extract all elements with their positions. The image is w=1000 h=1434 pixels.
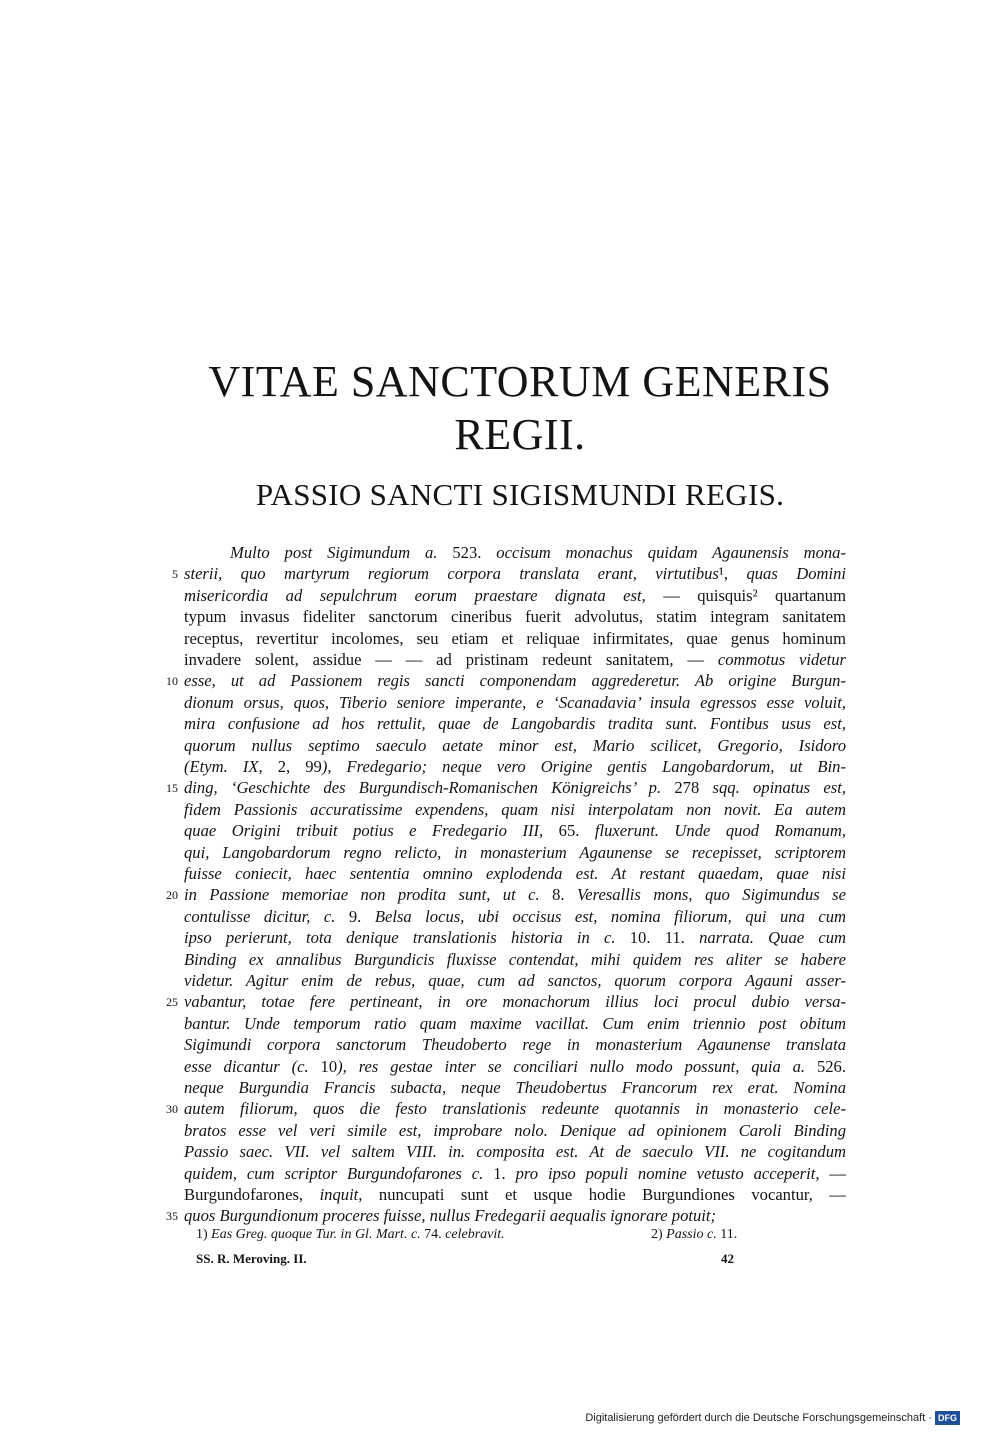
page-title: VITAE SANCTORUM GENERIS REGII. (208, 357, 832, 459)
text-line: vabantur, totae fere pertineant, in ore monachorum illius loci procul dubio versa- (184, 992, 846, 1011)
text-line: quorum nullus septimo saeculo aetate minor est, Mario scilicet, Gregorio, Isidoro (184, 736, 846, 755)
line-number: 5 (172, 567, 178, 581)
text-line: Sigimundi corpora sanctorum Theudoberto rege in monasterium Agaunense translata (184, 1035, 846, 1054)
text-line: esse dicantur (c. 10), res gestae inter se conciliari nullo modo possunt, quia a. 526. (184, 1057, 846, 1076)
footnote-1: 1) Eas Greg. quoque Tur. in Gl. Mart. c. 74. celebravit. (196, 1227, 505, 1242)
text-line: (Etym. IX, 2, 99), Fredegario; neque vero Origine gentis Langobardorum, ut Bin- (184, 757, 847, 776)
line-number: 20 (166, 888, 178, 902)
footnote-2: 2) Passio c. 11. (651, 1227, 738, 1242)
text-line: Multo post Sigimundum a. 523. occisum monachus quidam Agaunensis mona- (230, 543, 846, 562)
text-line: Burgundofarones, inquit, nuncupati sunt et usque hodie Burgundiones vocantur, — (184, 1185, 846, 1204)
text-line: fidem Passionis accuratissime expendens, quam nisi interpolatam non novit. Ea autem (184, 800, 846, 819)
text-line: receptus, revertitur incolomes, seu etiam et reliquae infirmitates, quae genus hominum (184, 629, 846, 648)
text-line: qui, Langobardorum regno relicto, in monasterium Agaunense se recepisset, scriptorem (184, 843, 846, 862)
funding-text: Digitalisierung gefördert durch die Deutsche Forschungsgemeinschaft · (585, 1412, 932, 1424)
line-number: 35 (166, 1209, 178, 1223)
text-line: Passio saec. VII. vel saltem VIII. in. composita est. At de saeculo VII. ne cogitandum (184, 1142, 846, 1161)
text-line: fuisse coniecit, haec sententia omnino explodenda est. At restant quaedam, quae nisi (184, 864, 846, 883)
text-line: in Passione memoriae non prodita sunt, ut c. 8. Veresallis mons, quo Sigimundus se (184, 885, 846, 904)
text-line: ding, ‘Geschichte des Burgundisch-Romanischen Königreichs’ p. 278 sqq. opinatus est, (184, 778, 846, 797)
line-number: 30 (166, 1102, 178, 1116)
text-line: bratos esse vel veri simile est, improbare nolo. Denique ad opinionem Caroli Binding (184, 1121, 846, 1140)
text-line: bantur. Unde temporum ratio quam maxime vacillat. Cum enim triennio post obitum (184, 1014, 846, 1033)
text-line: neque Burgundia Francis subacta, neque Theudobertus Francorum rex erat. Nomina (184, 1078, 846, 1097)
page-number: 42 (721, 1251, 734, 1266)
line-number: 25 (166, 995, 178, 1009)
text-line: quae Origini tribuit potius e Fredegario III, 65. fluxerunt. Unde quod Romanum, (184, 821, 846, 840)
line-number: 15 (166, 781, 178, 795)
text-line: dionum orsus, quos, Tiberio seniore imperante, e ‘Scanadavia’ insula egressos esse voluit, (184, 693, 846, 712)
funding-note (585, 1410, 960, 1426)
text-line: typum invasus fideliter sanctorum cineribus fuerit advolutus, statim integram sanitatem (184, 607, 846, 626)
text-line: ipso perierunt, tota denique translationis historia in c. 10. 11. narrata. Quae cum (184, 928, 846, 947)
text-line: sterii, quo martyrum regiorum corpora translata erant, virtutibus¹, quas Domini (184, 564, 846, 583)
text-line: mira confusione ad hos rettulit, quae de Langobardis tradita sunt. Fontibus usus est, (184, 714, 846, 733)
text-line: contulisse dicitur, c. 9. Belsa locus, ubi occisus est, nomina filiorum, qui una cum (184, 907, 846, 926)
dfg-logo: DFG (935, 1411, 960, 1425)
signature-mark: SS. R. Meroving. II. (196, 1251, 307, 1266)
line-number: 10 (166, 674, 178, 688)
text-line: Binding ex annalibus Burgundicis fluxisse contendat, mihi quidem res aliter se habere (184, 950, 846, 969)
text-line: misericordia ad sepulchrum eorum praestare dignata est, — quisquis² quartanum (184, 586, 846, 605)
section-title: PASSIO SANCTI SIGISMUNDI REGIS. (255, 477, 785, 512)
text-line: invadere solent, assidue — — ad pristinam redeunt sanitatem, — commotus videtur (184, 650, 846, 669)
text-line: quos Burgundionum proceres fuisse, nullus Fredegarii aequalis ignorare potuit; (184, 1206, 717, 1225)
text-line: esse, ut ad Passionem regis sancti componendam aggrederetur. Ab origine Burgun- (184, 671, 846, 690)
text-line: videtur. Agitur enim de rebus, quae, cum ad sanctos, quorum corpora Agauni asser- (184, 971, 846, 990)
text-line: autem filiorum, quos die festo translationis redeunte quotannis in monasterio cele- (184, 1099, 846, 1118)
text-line: quidem, cum scriptor Burgundofarones c. 1. pro ipso populi nomine vetusto acceperit, — (184, 1164, 846, 1183)
